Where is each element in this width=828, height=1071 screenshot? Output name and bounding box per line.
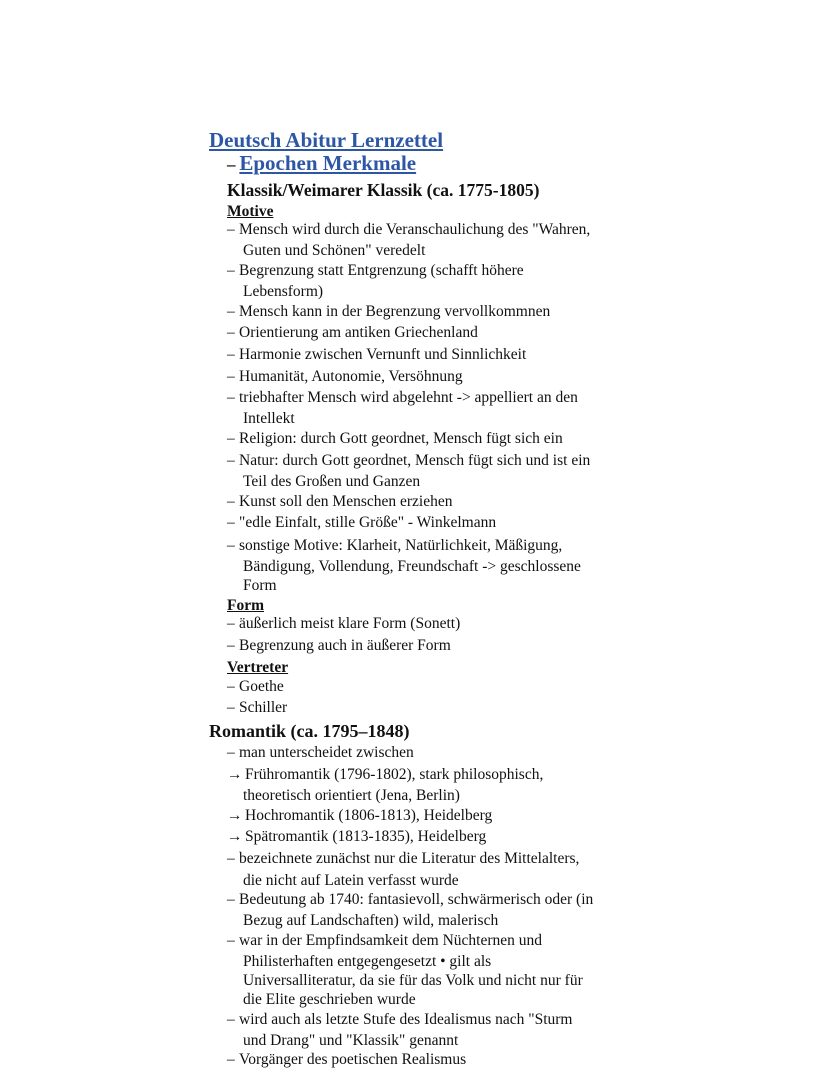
list-item: → Frühromantik (1796-1802), stark philosophisch, [227, 766, 544, 783]
list-item-cont: die nicht auf Latein verfasst wurde [243, 872, 459, 889]
list-item: – Mensch wird durch die Veranschaulichung des "Wahren, [227, 221, 591, 238]
klassik-vertreter-heading: Vertreter [227, 659, 289, 676]
subtitle: Epochen Merkmale [239, 151, 417, 175]
list-item-cont: Bändigung, Vollendung, Freundschaft -> geschlossene [243, 558, 581, 575]
document-title: Deutsch Abitur Lernzettel [209, 128, 444, 152]
list-item: – Orientierung am antiken Griechenland [227, 324, 478, 341]
list-item: – Begrenzung auch in äußerer Form [227, 637, 451, 654]
list-item: – Schiller [227, 699, 288, 716]
list-item: – Natur: durch Gott geordnet, Mensch fügt sich und ist ein [227, 452, 591, 469]
klassik-motive-heading: Motive [227, 203, 274, 220]
list-item: – Kunst soll den Menschen erziehen [227, 493, 453, 510]
arrow-icon: → [227, 828, 243, 845]
klassik-form-heading: Form [227, 597, 265, 614]
list-item: – Humanität, Autonomie, Versöhnung [227, 368, 463, 385]
list-item: – Religion: durch Gott geordnet, Mensch fügt sich ein [227, 430, 563, 447]
list-item: – war in der Empfindsamkeit dem Nüchternen und [227, 932, 543, 949]
klassik-heading: Klassik/Weimarer Klassik (ca. 1775-1805) [227, 180, 540, 200]
list-item: – man unterscheidet zwischen [227, 744, 414, 761]
list-item-cont: Lebensform) [243, 283, 324, 300]
arrow-icon: → [227, 766, 243, 783]
list-item: – wird auch als letzte Stufe des Idealismus nach "Sturm [227, 1011, 573, 1028]
list-item: – Vorgänger des poetischen Realismus [227, 1051, 467, 1068]
list-item: – sonstige Motive: Klarheit, Natürlichkeit, Mäßigung, [227, 537, 563, 554]
list-item: – Begrenzung statt Entgrenzung (schafft höhere [227, 262, 524, 279]
list-item: → Hochromantik (1806-1813), Heidelberg [227, 807, 493, 824]
list-item: – äußerlich meist klare Form (Sonett) [227, 615, 461, 632]
list-item-cont: theoretisch orientiert (Jena, Berlin) [243, 787, 460, 804]
list-item: – Goethe [227, 678, 284, 695]
subtitle-line [227, 153, 416, 176]
list-item-cont: die Elite geschrieben wurde [243, 991, 416, 1008]
list-item: – bezeichnete zunächst nur die Literatur des Mittelalters, [227, 850, 580, 867]
list-item-cont: und Drang" und "Klassik" genannt [243, 1032, 459, 1049]
list-item: → Spätromantik (1813-1835), Heidelberg [227, 828, 487, 845]
list-item-cont: Philisterhaften entgegengesetzt • gilt als [243, 953, 492, 970]
list-item-cont: Teil des Großen und Ganzen [243, 473, 421, 490]
arrow-icon: → [227, 807, 243, 824]
list-item-cont: Form [243, 577, 277, 594]
list-item: – Bedeutung ab 1740: fantasievoll, schwärmerisch oder (in [227, 891, 594, 908]
list-item: – Mensch kann in der Begrenzung vervollkommnen [227, 303, 551, 320]
list-item-cont: Bezug auf Landschaften) wild, malerisch [243, 912, 499, 929]
list-item: – Harmonie zwischen Vernunft und Sinnlichkeit [227, 346, 527, 363]
subtitle-dash: – [227, 155, 236, 174]
list-item-cont: Guten und Schönen" veredelt [243, 242, 426, 259]
list-item-cont: Universalliteratur, da sie für das Volk und nicht nur für [243, 972, 583, 989]
romantik-heading: Romantik (ca. 1795–1848) [209, 721, 410, 741]
list-item: – triebhafter Mensch wird abgelehnt -> appelliert an den [227, 389, 578, 406]
list-item: – "edle Einfalt, stille Größe" - Winkelmann [227, 514, 497, 531]
list-item-cont: Intellekt [243, 410, 295, 427]
